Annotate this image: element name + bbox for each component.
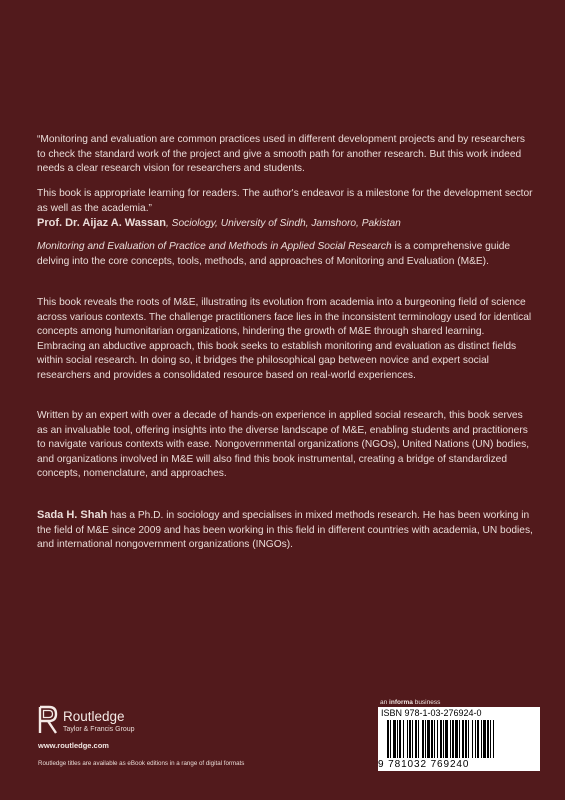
barcode-bars-icon bbox=[387, 720, 533, 758]
author-bio-text: has a Ph.D. in sociology and specialises in mixed methods research. He has been working in the field of M&E since 2009 and has been working in this field in different countries with academia, UN bodies, and international nongovernment organizations (INGOs). bbox=[37, 510, 533, 551]
publisher-website: www.routledge.com bbox=[38, 741, 109, 750]
informa-business-label: an informa business bbox=[380, 699, 441, 706]
quote-2-text: This book is appropriate learning for readers. The author's endeavor is a milestone for the development sector as well as the academia.” bbox=[37, 188, 533, 214]
author-name: Sada H. Shah bbox=[37, 509, 108, 521]
endorsement-quote-1 bbox=[37, 133, 533, 177]
quote-1-text: “Monitoring and evaluation are common practices used in different development projects and by researchers to check the standard work of the project and give a smooth path for another research. But this work indeed needs a clear research vision for researchers and students. bbox=[37, 134, 525, 175]
endorsement-quote-2 bbox=[37, 187, 533, 232]
description-1-text: is a comprehensive guide delving into the core concepts, tools, methods, and approaches of Monitoring and Evaluation (M&E). bbox=[37, 241, 511, 267]
isbn-label: ISBN 978-1-03-276924-0 bbox=[381, 708, 482, 718]
routledge-r-logo-icon bbox=[38, 705, 58, 735]
quote-attribution bbox=[37, 216, 533, 232]
attribution-name: Prof. Dr. Aijaz A. Wassan bbox=[37, 217, 166, 230]
isbn-barcode bbox=[378, 707, 540, 771]
attribution-affiliation: , Sociology, University of Sindh, Jamshoro, Pakistan bbox=[165, 218, 401, 230]
publisher-name: Routledge bbox=[63, 709, 125, 724]
description-paragraph-3 bbox=[37, 409, 533, 482]
author-bio bbox=[37, 508, 533, 553]
description-paragraph-1 bbox=[37, 240, 533, 269]
description-paragraph-2 bbox=[37, 296, 533, 384]
book-title: Monitoring and Evaluation of Practice and Methods in Applied Social Research bbox=[37, 241, 392, 252]
publisher-group: Taylor & Francis Group bbox=[63, 726, 135, 733]
ebook-note: Routledge titles are available as eBook editions in a range of digital formats bbox=[38, 760, 245, 767]
description-3-text: Written by an expert with over a decade of hands-on experience in applied social research, this book serves as an invaluable tool, offering insights into the diverse landscape of M&E, enabling students and practitioners to navigate various contexts with ease. Nongovernmental organizations (NGOs), United Nations (UN) bodies, and organizations involved in M&E will also find this book instrumental, creating a bridge of standardized concepts, nomenclature, and approaches. bbox=[37, 410, 530, 480]
barcode-number: 9 781032 769240 bbox=[378, 759, 470, 770]
description-2-text: This book reveals the roots of M&E, illustrating its evolution from academia into a burgeoning field of science across various contexts. The challenge practitioners face lies in the inconsistent terminology used for identical concepts among humonitarian organizations, hindering the growth of M&E through shared learning. Embracing an abductive approach, this book seeks to establish monitoring and evaluation as distinct fields within social research. In doing so, it bridges the philosophical gap between novice and expert social researchers and provides a consolidated resource based on real-world experiences. bbox=[37, 297, 532, 381]
